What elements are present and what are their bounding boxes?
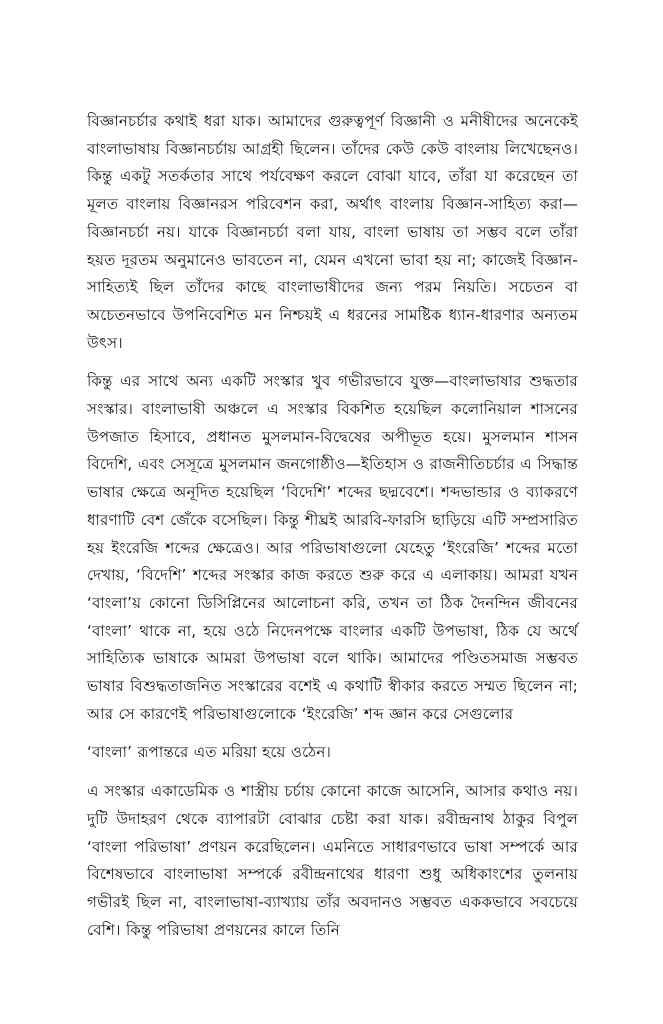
paragraph: বিজ্ঞানচর্চার কথাই ধরা যাক। আমাদের গুরুত্বপূর্ণ বিজ্ঞানী ও মনীষীদের অনেকেই বাংলাভাষায় বিজ্ঞানচর্চায় আগ্রহী ছিলেন। তাঁদের কেউ কেউ বাংলায় লিখেছেনও। কিন্তু একটু সতর্কতার সাথে পর্যবেক্ষণ করলে বোঝা যাবে, তাঁরা যা করেছেন তা মূলত বাংলায় বিজ্ঞানরস পরিবেশন করা, অর্থাৎ বাংলায় বিজ্ঞান-সাহিত্য করা—বিজ্ঞানচর্চা নয়। যাকে বিজ্ঞানচর্চা বলা যায়, বাংলা ভাষায় তা সম্ভব বলে তাঁরা হয়ত দূরতম অনুমানেও ভাবতেন না, যেমন এখনো ভাবা হয় না; কাজেই বিজ্ঞান-সাহিত্যই ছিল তাঁদের কাছে বাংলাভাষীদের জন্য পরম নিয়তি। সচেতন বা অচেতনভাবে উপনিবেশিত মন নিশ্চয়ই এ ধরনের সামষ্টিক ধ্যান-ধারণার অন্যতম উৎস। xyxy=(87,112,578,352)
paragraph: কিন্তু এর সাথে অন্য একটি সংস্কার খুব গভীরভাবে যুক্ত—বাংলাভাষার শুদ্ধতার সংস্কার। বাংলাভাষী অঞ্চলে এ সংস্কার বিকশিত হয়েছিল কলোনিয়াল শাসনের উপজাত হিসাবে, প্রধানত মুসলমান-বিদ্বেষের অপীভূত হয়ে। মুসলমান শাসন বিদেশি, এবং সেসূত্রে মুসলমান জনগোষ্ঠীও—ইতিহাস ও রাজনীতিচর্চার এ সিদ্ধান্ত ভাষার ক্ষেত্রে অনূদিত হয়েছিল ‘বিদেশি’ শব্দের ছদ্মবেশে। শব্দভান্ডার ও ব্যাকরণে ধারণাটি বেশ জেঁকে বসেছিল। কিন্তু শীঘ্রই আরবি-ফারসি ছাড়িয়ে এটি সম্প্রসারিত হয় ইংরেজি শব্দের ক্ষেত্রেও। আর পরিভাষাগুলো যেহেতু ‘ইংরেজি’ শব্দের মতো দেখায়, ‘বিদেশি’ শব্দের সংস্কার কাজ করতে শুরু করে এ এলাকায়। আমরা যখন ‘বাংলা’য় কোনো ডিসিপ্লিনের আলোচনা করি, তখন তা ঠিক দৈনন্দিন জীবনের ‘বাংলা’ থাকে না, হয়ে ওঠে নিদেনপক্ষে বাংলার একটি উপভাষা, ঠিক যে অর্থে সাহিত্যিক ভাষাকে আমরা উপভাষা বলে থাকি। আমাদের পণ্ডিতসমাজ সম্ভবত ভাষার বিশুদ্ধতাজনিত সংস্কারের বশেই এ কথাটি স্বীকার করতে সম্মত ছিলেন না; আর সে কারণেই পরিভাষাগুলোকে ‘ইংরেজি’ শব্দ জ্ঞান করে সেগুলোর xyxy=(87,372,578,723)
page-text-column xyxy=(87,108,578,944)
paragraph: এ সংস্কার একাডেমিক ও শাস্ত্রীয় চর্চায় কোনো কাজে আসেনি, আসার কথাও নয়। দুটি উদাহরণ থেকে ব্যাপারটা বোঝার চেষ্টা করা যাক। রবীন্দ্রনাথ ঠাকুর বিপুল ‘বাংলা পরিভাষা’ প্রণয়ন করেছিলেন। এমনিতে সাধারণভাবে ভাষা সম্পর্কে আর বিশেষভাবে বাংলাভাষা সম্পর্কে রবীন্দ্রনাথের ধারণা শুধু অধিকাংশের তুলনায় গভীরই ছিল না, বাংলাভাষা-ব্যাখ্যায় তাঁর অবদানও সম্ভবত এককভাবে সবচেয়ে বেশি। কিন্তু পরিভাষা প্রণয়নের কালে তিনি xyxy=(87,782,578,939)
paragraph: ‘বাংলা’ রূপান্তরে এত মরিয়া হয়ে ওঠেন। xyxy=(87,743,332,762)
